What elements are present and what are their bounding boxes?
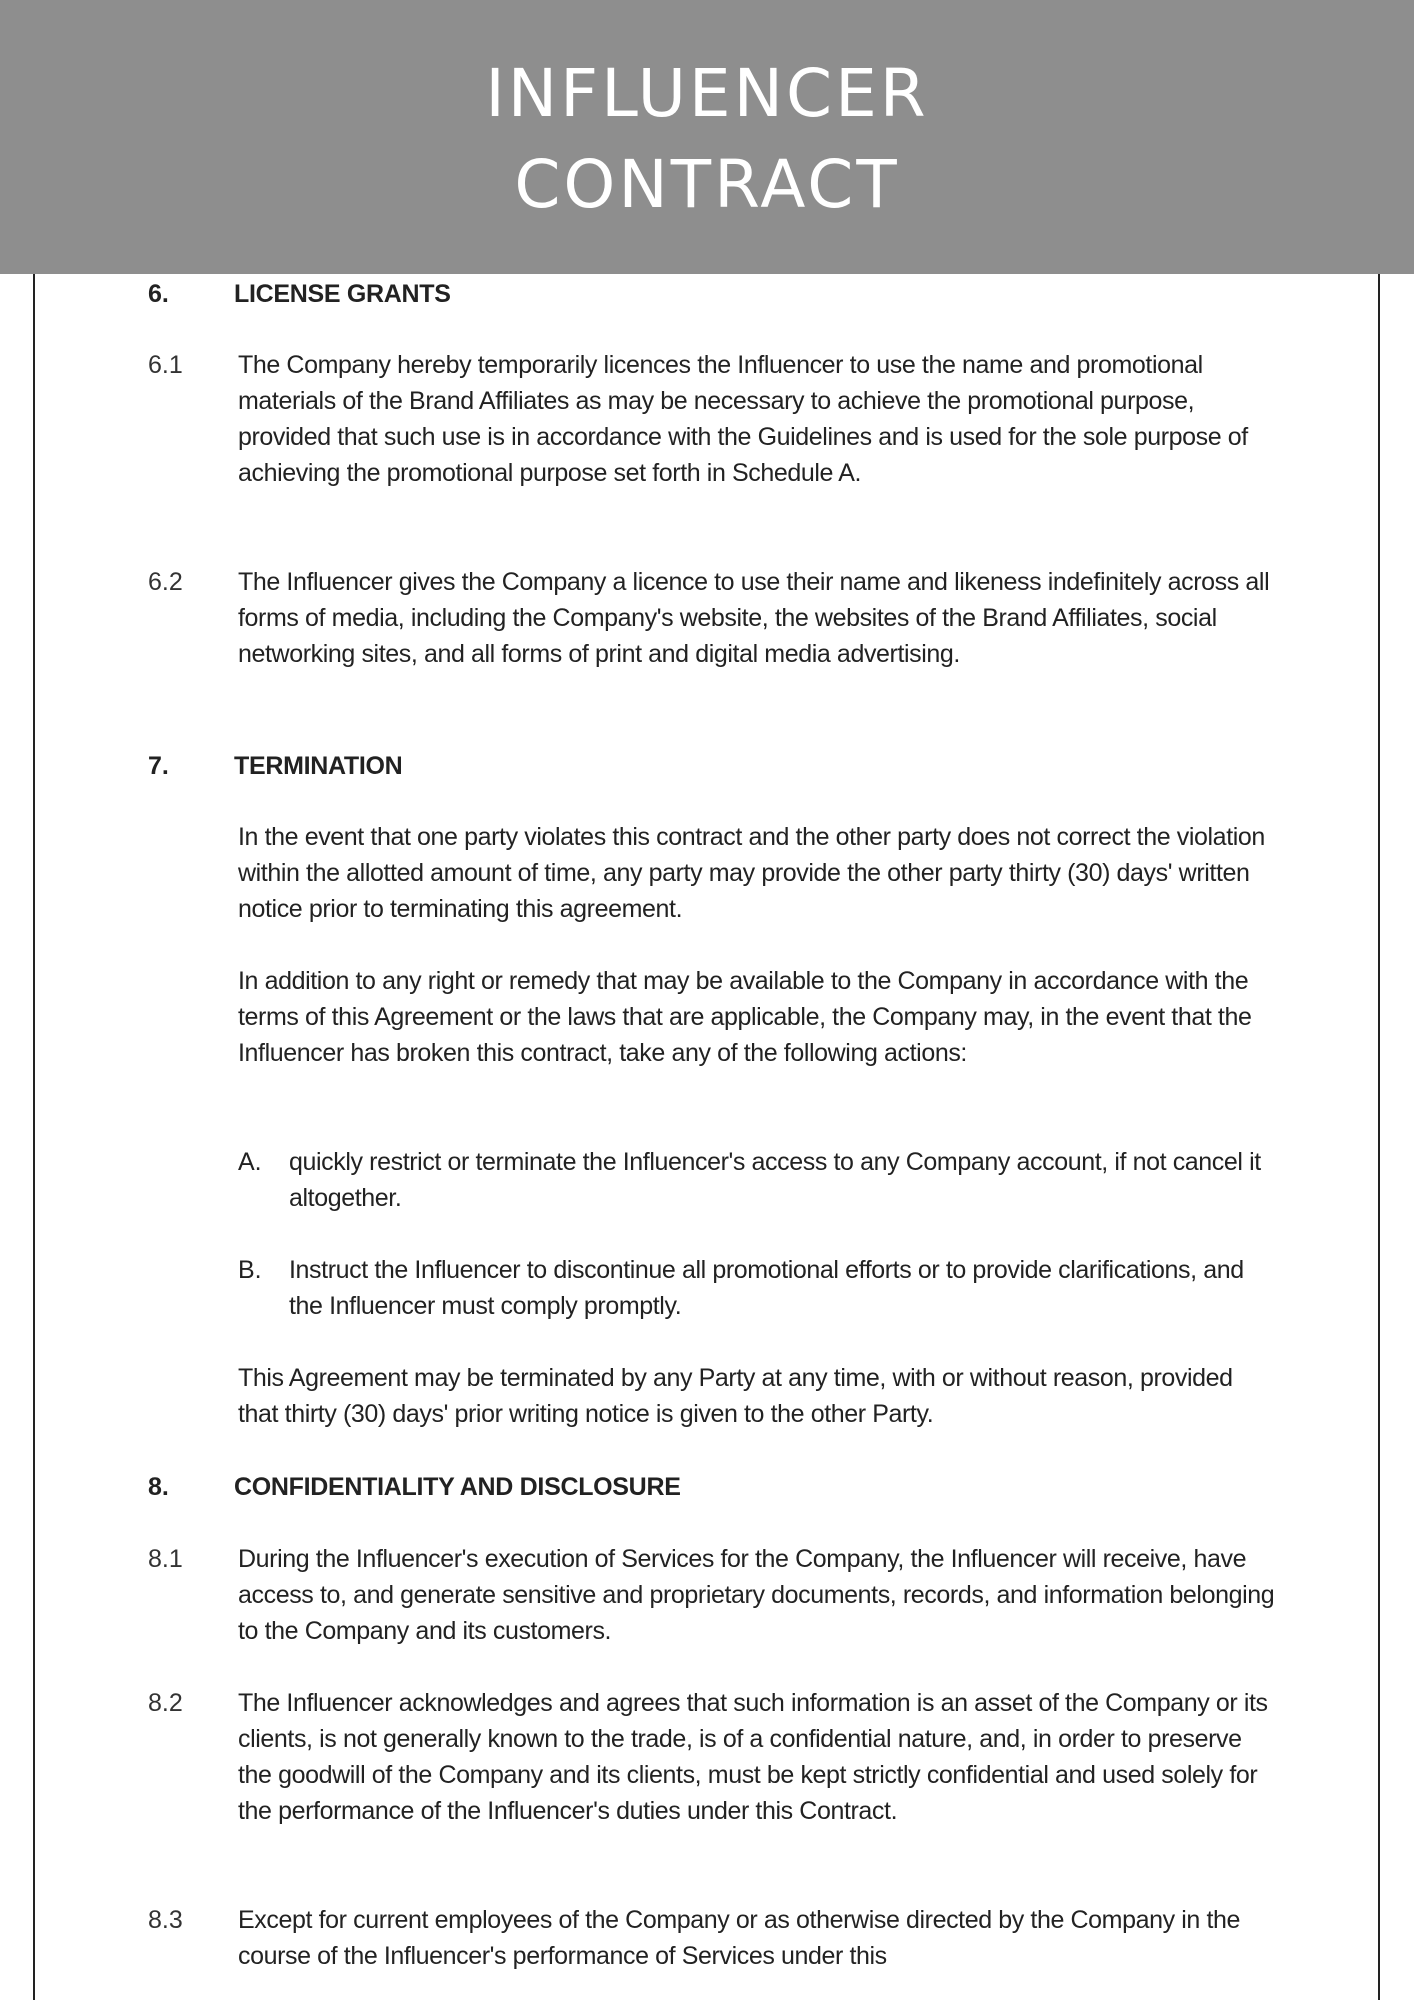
section-8-heading: CONFIDENTIALITY AND DISCLOSURE — [234, 1473, 681, 1501]
clause-8-1-text: During the Influencer's execution of Services for the Company, the Influencer will receive, have access to, and generate sensitive and proprietary documents, records, and information belonging to the Company and its customers. — [238, 1545, 1275, 1645]
section-8-number: 8. — [148, 1473, 169, 1501]
section-6-heading: LICENSE GRANTS — [234, 280, 451, 308]
clause-6-1-text: The Company hereby temporarily licences the Influencer to use the name and promotional materials of the Brand Affiliates as may be necessary to achieve the promotional purpose, provided that such use is in accordance with the Guidelines and is used for the sole purpose of achieving the promotional purpose set forth in Schedule A. — [238, 351, 1248, 487]
clause-6-2-number: 6.2 — [148, 568, 183, 596]
termination-item-a-letter: A. — [238, 1148, 262, 1176]
termination-item-b-text: Instruct the Influencer to discontinue all promotional efforts or to provide clarifications, and the Influencer must comply promptly. — [289, 1256, 1244, 1320]
termination-paragraph-2: In addition to any right or remedy that may be available to the Company in accordance with the terms of this Agreement or the laws that are applicable, the Company may, in the event that the Influencer has broken this contract, take any of the following actions: — [238, 967, 1252, 1067]
clause-8-1-number: 8.1 — [148, 1545, 183, 1573]
termination-item-b-letter: B. — [238, 1256, 262, 1284]
section-6-number: 6. — [148, 280, 169, 308]
banner-title-line-1: INFLUENCER — [485, 55, 929, 132]
section-7-heading: TERMINATION — [234, 752, 403, 780]
section-7-number: 7. — [148, 752, 169, 780]
page-border-right — [1378, 274, 1380, 2000]
termination-paragraph-3: This Agreement may be terminated by any Party at any time, with or without reason, provided that thirty (30) days' prior writing notice is given to the other Party. — [238, 1364, 1233, 1428]
clause-8-2-number: 8.2 — [148, 1689, 183, 1717]
clause-8-3-number: 8.3 — [148, 1906, 183, 1934]
clause-8-3-text: Except for current employees of the Company or as otherwise directed by the Company in the course of the Influencer's performance of Services under this — [238, 1906, 1241, 1970]
page-border-left — [33, 274, 35, 2000]
clause-8-2-text: The Influencer acknowledges and agrees that such information is an asset of the Company or its clients, is not generally known to the trade, is of a confidential nature, and, in order to preserve the goodwill of the Company and its clients, must be kept strictly confidential and used solely for the performance of the Influencer's duties under this Contract. — [238, 1689, 1268, 1825]
banner-title-line-2: CONTRACT — [514, 146, 900, 223]
clause-6-1-number: 6.1 — [148, 351, 183, 379]
termination-item-a-text: quickly restrict or terminate the Influencer's access to any Company account, if not cancel it altogether. — [289, 1148, 1261, 1212]
title-banner — [0, 0, 1414, 274]
termination-paragraph-1: In the event that one party violates this contract and the other party does not correct the violation within the allotted amount of time, any party may provide the other party thirty (30) days' written notice prior to terminating this agreement. — [238, 823, 1265, 923]
clause-6-2-text: The Influencer gives the Company a licence to use their name and likeness indefinitely across all forms of media, including the Company's website, the websites of the Brand Affiliates, social networking sites, and all forms of print and digital media advertising. — [238, 568, 1270, 668]
